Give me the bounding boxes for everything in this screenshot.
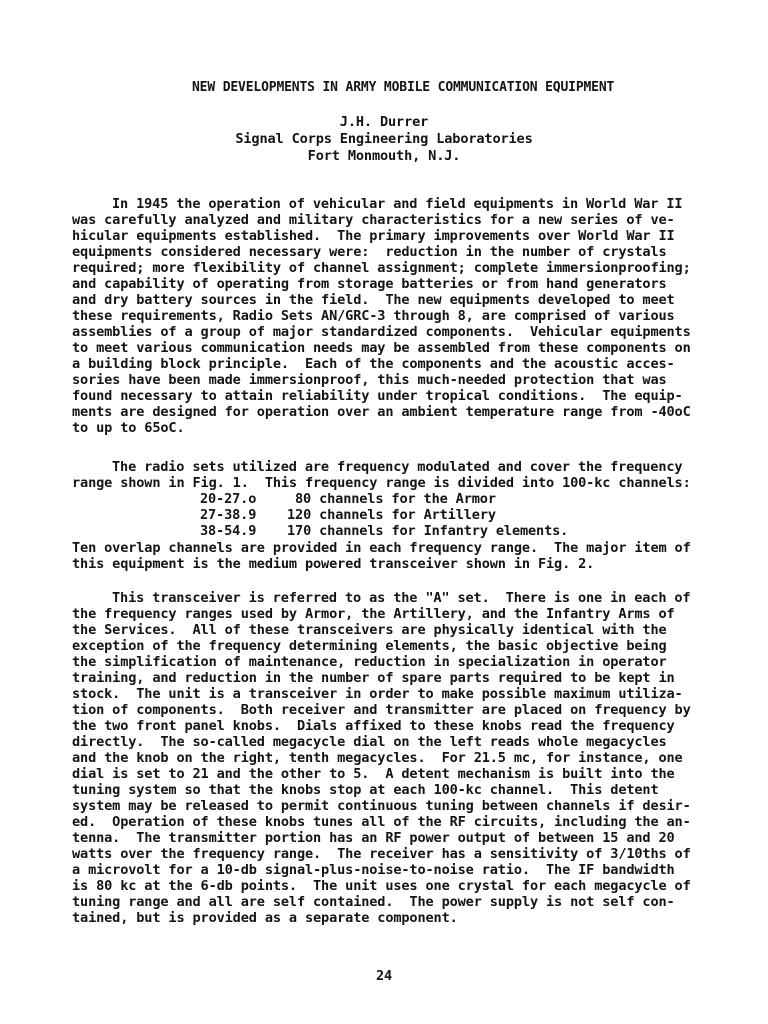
text-line: stock. The unit is a transceiver in order to make possible maximum utiliza-: [72, 686, 683, 702]
text-line: training, and reduction in the number of spare parts required to be kept in: [72, 670, 675, 686]
text-line: assemblies of a group of major standardized components. Vehicular equipments: [72, 324, 691, 340]
text-line: and the knob on the right, tenth megacycles. For 21.5 mc, for instance, one: [72, 750, 683, 766]
text-line: The radio sets utilized are frequency modulated and cover the frequency: [112, 459, 683, 475]
text-line: ments are designed for operation over an ambient temperature range from -40oC: [72, 404, 691, 420]
text-line: this equipment is the medium powered transceiver shown in Fig. 2.: [72, 556, 595, 572]
page-title: NEW DEVELOPMENTS IN ARMY MOBILE COMMUNICATION EQUIPMENT: [192, 80, 615, 95]
text-line: the two front panel knobs. Dials affixed to these knobs read the frequency: [72, 718, 675, 734]
text-line: This transceiver is referred to as the "A" set. There is one in each of: [112, 590, 691, 606]
text-line: system may be released to permit continuous tuning between channels if desir-: [72, 798, 691, 814]
text-line: tuning system so that the knobs stop at each 100-kc channel. This detent: [72, 782, 659, 798]
text-line: is 80 kc at the 6-db points. The unit uses one crystal for each megacycle of: [72, 878, 691, 894]
text-line: to up to 65oC.: [72, 420, 185, 436]
author-name: J.H. Durrer: [339, 114, 429, 130]
frequency-range: 20-27.o: [200, 491, 257, 507]
text-line: range shown in Fig. 1. This frequency range is divided into 100-kc channels:: [72, 475, 691, 491]
text-line: hicular equipments established. The primary improvements over World War II: [72, 228, 675, 244]
author-location: Fort Monmouth, N.J.: [307, 148, 461, 164]
text-line: Ten overlap channels are provided in each frequency range. The major item of: [72, 540, 691, 556]
text-line: tion of components. Both receiver and transmitter are placed on frequency by: [72, 702, 691, 718]
text-line: required; more flexibility of channel assignment; complete immersionproofing;: [72, 260, 691, 276]
text-line: exception of the frequency determining elements, the basic objective being: [72, 638, 667, 654]
text-line: the simplification of maintenance, reduction in specialization in operator: [72, 654, 667, 670]
text-line: the Services. All of these transceivers are physically identical with the: [72, 622, 667, 638]
text-line: found necessary to attain reliability under tropical conditions. The equip-: [72, 388, 683, 404]
text-line: to meet various communication needs may be assembled from these components on: [72, 340, 691, 356]
text-line: tenna. The transmitter portion has an RF power output of between 15 and 20: [72, 830, 675, 846]
text-line: watts over the frequency range. The receiver has a sensitivity of 3/10ths of: [72, 846, 691, 862]
text-line: and capability of operating from storage batteries or from hand generators: [72, 276, 667, 292]
author-affiliation: Signal Corps Engineering Laboratories: [235, 131, 533, 147]
text-line: directly. The so-called megacycle dial on the left reads whole megacycles: [72, 734, 667, 750]
frequency-channels: 80 channels for the Armor: [295, 491, 496, 507]
text-line: these requirements, Radio Sets AN/GRC-3 through 8, are comprised of various: [72, 308, 675, 324]
frequency-channels: 170 channels for Infantry elements.: [287, 523, 569, 539]
text-line: In 1945 the operation of vehicular and field equipments in World War II: [112, 196, 683, 212]
text-line: a microvolt for a 10-db signal-plus-noise-to-noise ratio. The IF bandwidth: [72, 862, 675, 878]
frequency-channels: 120 channels for Artillery: [287, 507, 496, 523]
frequency-range: 38-54.9: [200, 523, 257, 539]
text-line: equipments considered necessary were: reduction in the number of crystals: [72, 244, 667, 260]
text-line: tuning range and all are self contained. The power supply is not self con-: [72, 894, 675, 910]
text-line: a building block principle. Each of the components and the acoustic acces-: [72, 356, 675, 372]
text-line: dial is set to 21 and the other to 5. A detent mechanism is built into the: [72, 766, 675, 782]
text-line: ed. Operation of these knobs tunes all of the RF circuits, including the an-: [72, 814, 691, 830]
page-number: 24: [375, 968, 393, 984]
frequency-range: 27-38.9: [200, 507, 257, 523]
text-line: the frequency ranges used by Armor, the Artillery, and the Infantry Arms of: [72, 606, 675, 622]
text-line: and dry battery sources in the field. The new equipments developed to meet: [72, 292, 675, 308]
text-line: was carefully analyzed and military characteristics for a new series of ve-: [72, 212, 675, 228]
text-line: tained, but is provided as a separate component.: [72, 910, 458, 926]
text-line: sories have been made immersionproof, this much-needed protection that was: [72, 372, 667, 388]
